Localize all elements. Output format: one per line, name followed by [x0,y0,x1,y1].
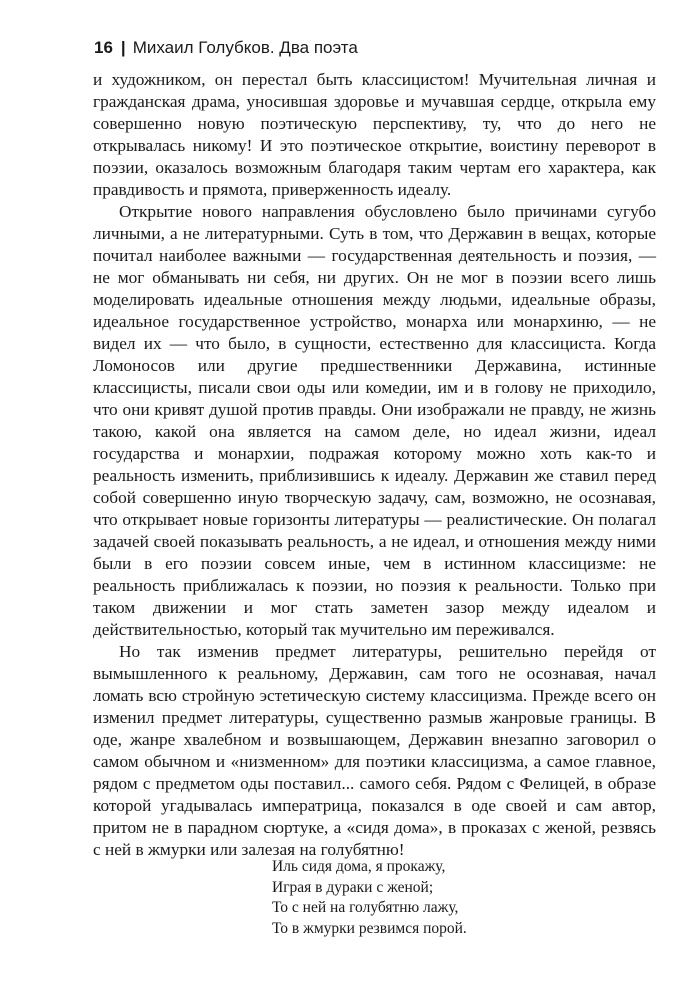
body-text [93,69,656,861]
running-header [94,38,358,58]
paragraph-continuation: и художником, он перестал быть классицистом! Мучительная личная и гражданская драма, уносившая здоровье и мучавшая сердце, открыла ему совершенно новую поэтическую перспективу, ту, что до него не открывалась никому! И это поэтическое открытие, воистину переворот в поэзии, оказалось возможным благодаря таким чертам его характера, как правдивость и прямота, приверженность идеалу. [93,70,656,199]
running-title: Михаил Голубков. Два поэта [132,38,358,57]
paragraph: Открытие нового направления обусловлено было причинами сугубо личными, а не литературными. Суть в том, что Державин в вещах, которые почитал наиболее важными — государственная деятельность и поэзия, — не мог обманывать ни себя, ни других. Он не мог в поэзии всего лишь моделировать идеальные отношения между людьми, идеальные образы, идеальное государственное устройство, монарха или монархиню, — не видел их — что было, в сущности, естественно для классициста. Когда Ломоносов или другие предшественники Державина, истинные классицисты, писали свои оды или комедии, им и в голову не приходило, что они кривят душой против правды. Они изображали не правду, не жизнь такою, какой она является на самом деле, но идеал жизни, идеал государства и монархии, подражая которому можно хоть как-то и реальность изменить, приблизившись к идеалу. Державин же ставил перед собой совершенно иную творческую задачу, сам, возможно, не осознавая, что открывает новые горизонты литературы — реалистические. Он полагал задачей своей показывать реальность, а не идеал, и отношения между ними были в его поэзии совсем иные, чем в истинном классицизме: не реальность приближалась к поэзии, но поэзия к реальности. Только при таком движении и мог стать заметен зазор между идеалом и действительностью, который так мучительно им переживался. [93,202,656,639]
poem-line: Иль сидя дома, я прокажу, [272,858,446,875]
page-number: 16 [94,38,113,57]
header-separator: | [120,38,126,57]
poem-quote [272,857,467,939]
poem-line: То с ней на голубятню лажу, [272,899,459,916]
poem-line: То в жмурки резвимся порой. [272,919,467,937]
paragraph: Но так изменив предмет литературы, решительно перейдя от вымышленного к реальному, Державин, сам того не осознавая, начал ломать всю стройную эстетическую систему классицизма. Прежде всего он изменил предмет литературы, существенно размыв жанровые границы. В оде, жанре хвалебном и возвышающем, Державин внезапно заговорил о самом обычном и «низменном» для поэтики классицизма, а самое главное, рядом с предметом оды поставил... самого себя. Рядом с Фелицей, в образе которой угадывалась императрица, показался в оде своей и сам автор, притом не в парадном сюртуке, а «сидя дома», в проказах с женой, резвясь с ней в жмурки или залезая на голубятню! [93,642,656,859]
poem-line: Играя в дураки с женой; [272,878,434,896]
